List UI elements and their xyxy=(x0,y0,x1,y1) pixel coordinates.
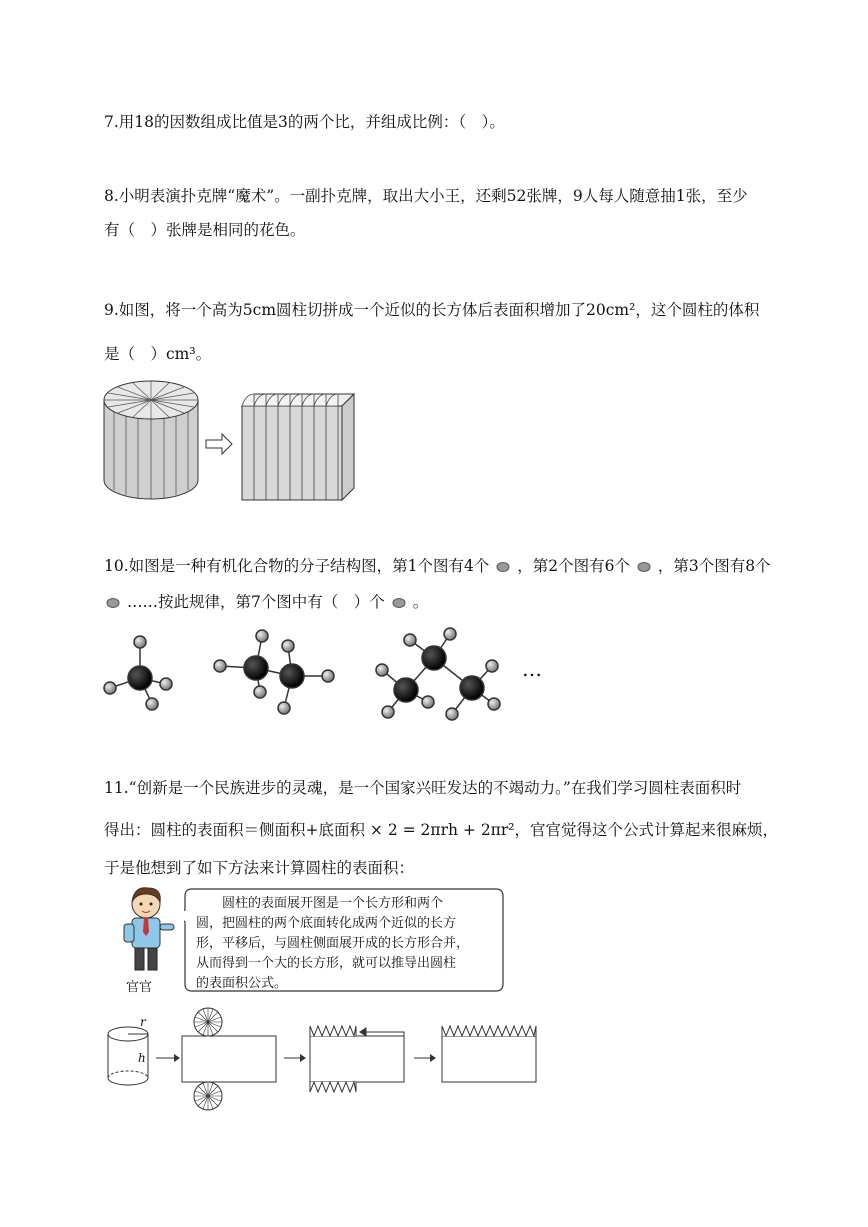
q9-line2: 是（ ）cm³。 xyxy=(104,345,212,363)
bubble-line: 圆柱的表面展开图是一个长方形和两个 xyxy=(196,896,444,911)
q8-line2: 有（ ）张牌是相同的花色。 xyxy=(104,221,306,239)
arrow-right-icon xyxy=(414,1054,436,1062)
q11-line2: 得出：圆柱的表面积＝侧面积+底面积 × 2 = 2πrh + 2πr²，官官觉得这个公式计算起来很麻烦， xyxy=(104,821,778,839)
q10-text-e: 。 xyxy=(412,593,429,611)
small-atom-icon xyxy=(104,597,122,609)
molecule-1 xyxy=(104,636,172,710)
guanguan-character-image xyxy=(118,884,178,976)
arrow-right-icon xyxy=(284,1054,306,1062)
final-rectangle xyxy=(442,1026,536,1082)
molecule-3 xyxy=(376,628,500,720)
q10-line2 xyxy=(104,592,428,612)
arrow-right-icon xyxy=(156,1054,180,1062)
molecule-figure xyxy=(96,624,566,724)
strips-net xyxy=(310,1026,404,1092)
bubble-line: 从而得到一个大的长方形，就可以推导出圆柱 xyxy=(196,956,457,971)
q10-text-d: ……按此规律，第7个图中有（ ）个 xyxy=(126,593,385,611)
q10-text-c: ，第3个图有8个 xyxy=(657,557,771,575)
q7-text: 7.用18的因数组成比值是3的两个比，并组成比例：（ ）。 xyxy=(104,113,505,131)
q10-text-a: 10.如图是一种有机化合物的分子结构图，第1个图有4个 xyxy=(104,557,490,575)
surface-area-process-figure xyxy=(100,1004,546,1114)
unfolded-net xyxy=(182,1008,276,1110)
bubble-line: 圆，把圆柱的两个底面转化成两个近似的长方 xyxy=(196,916,457,931)
q10-line1 xyxy=(104,556,771,576)
height-label: h xyxy=(138,1051,146,1065)
approx-cuboid xyxy=(242,394,354,500)
character-caption: 官官 xyxy=(126,980,153,995)
small-atom-icon xyxy=(390,597,408,609)
sliced-cylinder xyxy=(104,381,198,499)
small-atom-icon xyxy=(635,561,653,573)
q11-line3: 于是他想到了如下方法来计算圆柱的表面积： xyxy=(104,859,415,877)
small-atom-icon xyxy=(494,561,512,573)
bubble-line: 形，平移后，与圆柱侧面展开成的长方形合并， xyxy=(196,936,470,951)
q10-text-b: ，第2个图有6个 xyxy=(517,557,630,575)
bubble-text xyxy=(196,894,496,994)
q8-line1: 8.小明表演扑克牌“魔术”。一副扑克牌，取出大小王，还剩52张牌，9人每人随意抽1张，至少 xyxy=(104,187,748,205)
q9-line1: 9.如图，将一个高为5cm圆柱切拼成一个近似的长方体后表面积增加了20cm²，这个圆柱的体积 xyxy=(104,301,760,319)
ellipsis: … xyxy=(522,657,542,681)
q11-line1: 11.“创新是一个民族进步的灵魂，是一个国家兴旺发达的不竭动力。”在我们学习圆柱表面积时 xyxy=(104,779,742,797)
molecule-2 xyxy=(214,630,334,714)
radius-label: r xyxy=(140,1015,146,1029)
right-arrow-icon xyxy=(206,434,232,454)
bubble-line: 的表面积公式。 xyxy=(196,976,288,991)
cylinder-to-cuboid-figure xyxy=(100,372,360,508)
